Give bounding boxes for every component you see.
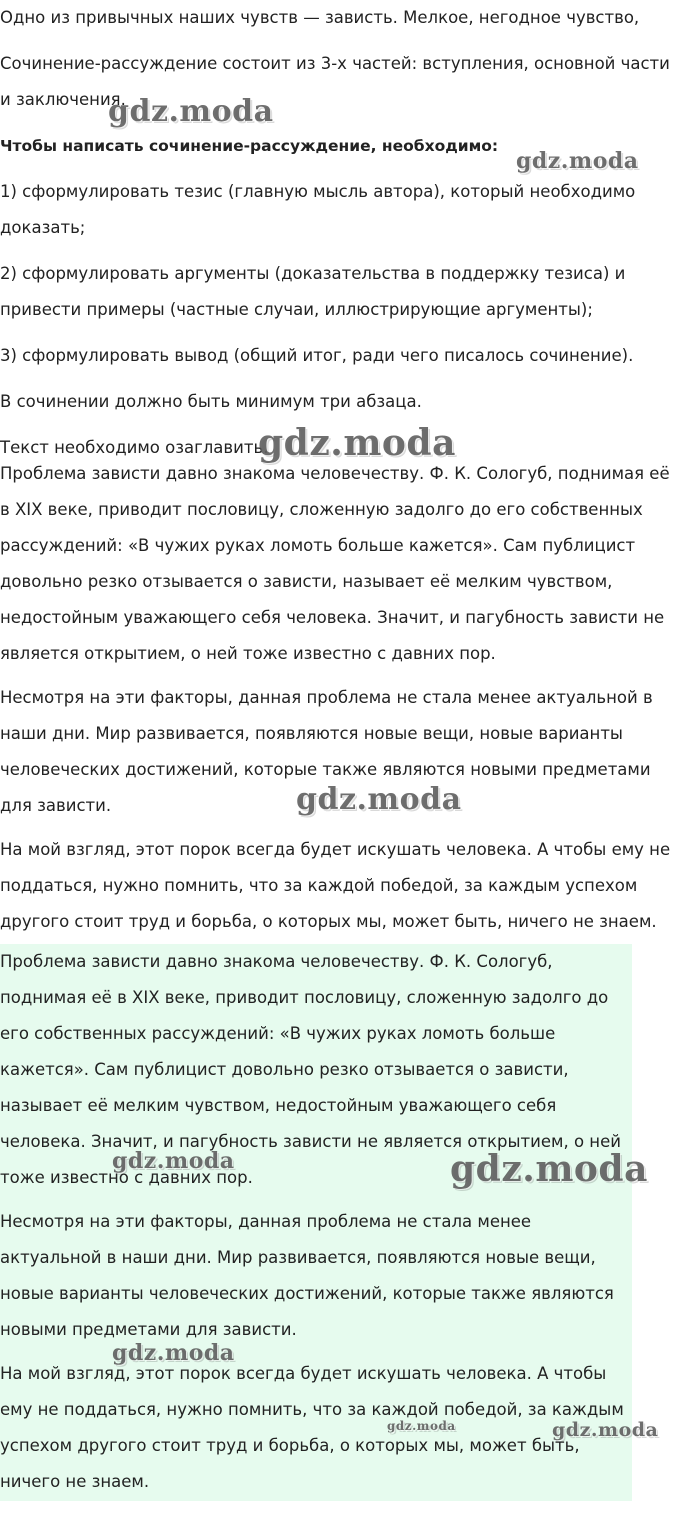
watermark-logo: gdz.moda xyxy=(112,1340,235,1366)
highlighted-paragraph-2: Несмотря на эти факторы, данная проблема не стала менее актуальной в наши дни. Мир развивается, появляются новые вещи, новые варианты человеческих достижений, которые также являются новыми предметами для зависти. xyxy=(0,1212,614,1339)
watermark-logo: gdz.moda xyxy=(112,1148,235,1174)
min-paragraphs-note: В сочинении должно быть минимум три абзаца. xyxy=(0,392,422,411)
essay-paragraph-2: Несмотря на эти факторы, данная проблема не стала менее актуальной в наши дни. Мир развивается, появляются новые вещи, новые варианты человеческих достижений, которые также являются новыми предметами для зависти. xyxy=(0,688,653,815)
highlighted-paragraph-1: Проблема зависти давно знакома человечеству. Ф. К. Сологуб, поднимая её в XIX веке, приводит пословицу, сложенную задолго до его собственных рассуждений: «В чужих руках ломоть больше кажется». Сам публицист довольно резко отзывается о зависти, называет её мелким чувством, недостойным уважающего себя человека. Значит, и пагубность зависти не является открытием, о ней тоже известно с давних пор. xyxy=(0,952,621,1187)
watermark-logo: gdz.moda xyxy=(387,1419,456,1433)
instruction-step-3: 3) сформулировать вывод (общий итог, ради чего писалось сочинение). xyxy=(0,346,634,365)
assignment-instructions xyxy=(0,0,676,476)
highlighted-essay-block xyxy=(0,944,632,1501)
instruction-step-1: 1) сформулировать тезис (главную мысль автора), который необходимо доказать; xyxy=(0,182,636,237)
source-text-fragment: Одно из привычных наших чувств — зависть. Мелкое, негодное чувство, xyxy=(0,8,640,27)
instructions-heading: Чтобы написать сочинение-рассуждение, необходимо: xyxy=(0,137,499,155)
watermark-logo: gdz.moda xyxy=(552,1419,659,1441)
watermark-logo: gdz.moda xyxy=(108,94,274,129)
watermark-logo: gdz.moda xyxy=(450,1148,648,1190)
essay-paragraph-1: Проблема зависти давно знакома человечеству. Ф. К. Сологуб, поднимая её в XIX веке, приводит пословицу, сложенную задолго до его собственных рассуждений: «В чужих руках ломоть больше кажется». Сам публицист довольно резко отзывается о зависти, называет её мелким чувством, недостойным уважающего себя человека. Значит, и пагубность зависти не является открытием, о ней тоже известно с давних пор. xyxy=(0,464,670,663)
instruction-step-2: 2) сформулировать аргументы (доказательства в поддержку тезиса) и привести примеры (частные случаи, иллюстрирующие аргументы); xyxy=(0,264,626,319)
highlighted-paragraph-3: На мой взгляд, этот порок всегда будет искушать человека. А чтобы ему не поддаться, нужно помнить, что за каждой победой, за каждым успехом другого стоит труд и борьба, о которых мы, может быть, ничего не знаем. xyxy=(0,1364,624,1491)
watermark-logo: gdz.moda xyxy=(296,782,462,817)
title-requirement-note: Текст необходимо озаглавить. xyxy=(0,438,269,457)
watermark-logo: gdz.moda xyxy=(516,148,639,174)
essay-paragraph-3: На мой взгляд, этот порок всегда будет искушать человека. А чтобы ему не поддаться, нужно помнить, что за каждой победой, за каждым успехом другого стоит труд и борьба, о которых мы, может быть, ничего не знаем. xyxy=(0,840,671,931)
essay-text xyxy=(0,456,676,948)
essay-structure-note: Сочинение-рассуждение состоит из 3-х частей: вступления, основной части и заключения. xyxy=(0,54,670,109)
watermark-logo: gdz.moda xyxy=(258,422,456,464)
